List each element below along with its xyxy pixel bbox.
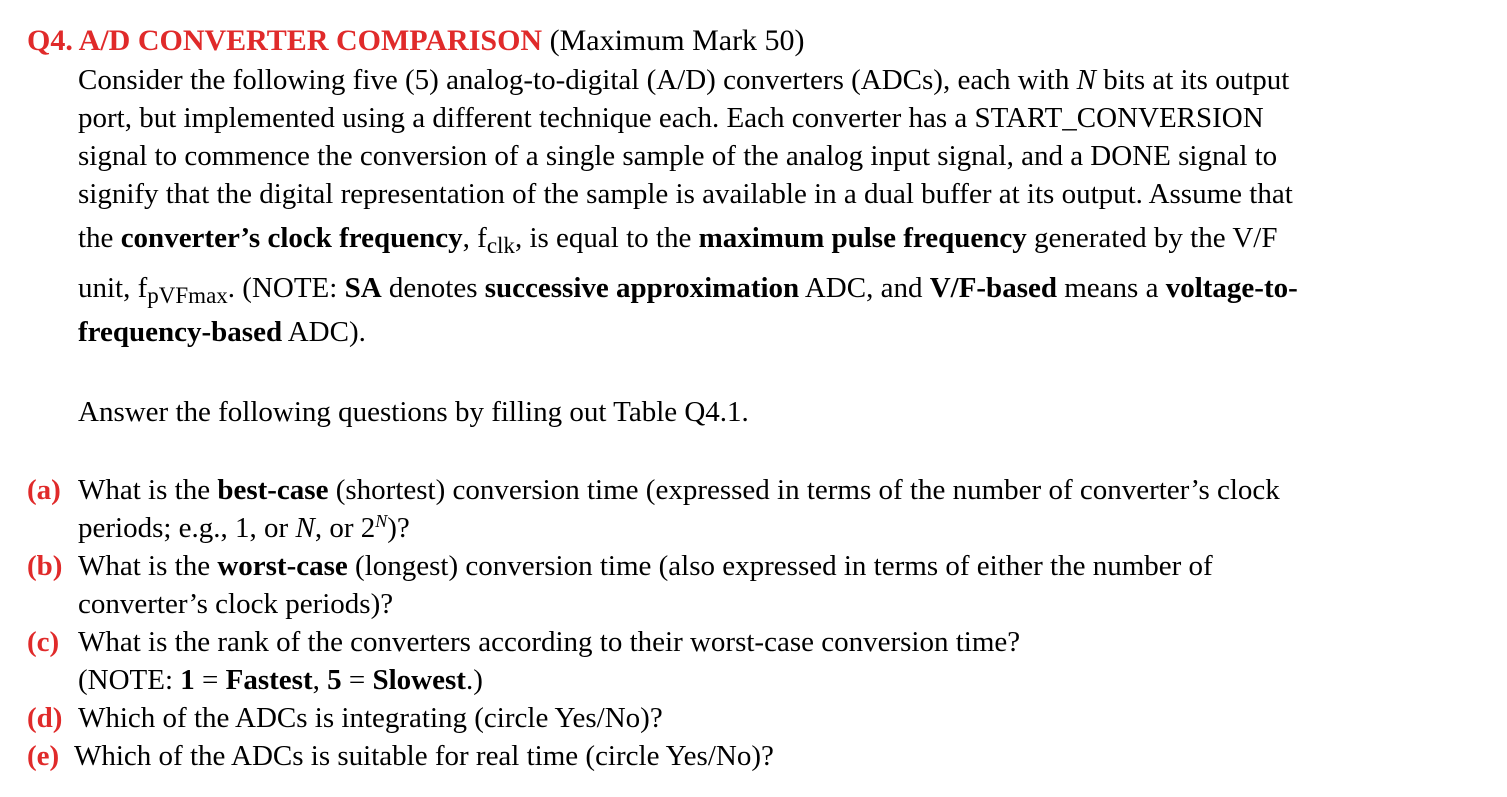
question-e: (e) Which of the ADCs is suitable for real time (circle Yes/No)?: [27, 737, 1487, 775]
answer-instruction: Answer the following questions by filling out Table Q4.1.: [78, 396, 749, 428]
intro-line-1: Consider the following five (5) analog-to-digital (A/D) converters (ADCs), each with N bits at its output: [78, 64, 1290, 96]
maximum-mark: (Maximum Mark 50): [549, 24, 805, 57]
question-label: (d): [27, 702, 63, 734]
question-label: (b): [27, 550, 63, 582]
question-a: (a) What is the best-case (shortest) conversion time (expressed in terms of the number of converter’s clock periods; e.g., 1, or N, or $2^N$)?: [27, 471, 1487, 547]
question-label: (e): [27, 740, 60, 772]
question-heading: [27, 22, 805, 60]
intro-line-3: signal to commence the conversion of a single sample of the analog input signal, and a DONE signal to: [78, 140, 1278, 172]
question-c: (c) What is the rank of the converters according to their worst-case conversion time? (NOTE: 1 = Fastest, 5 = Slowest.): [27, 623, 1487, 699]
intro-line-5: the converter’s clock frequency, $f_{clk}$, is equal to the maximum pulse frequency generated by the V/F: [78, 222, 1278, 258]
intro-line-6: unit, $f_{pVFmax}$. (NOTE: SA denotes successive approximation ADC, and V/F-based means a voltage-to-: [78, 272, 1298, 308]
intro-paragraph: [78, 61, 1483, 351]
question-d: (d) Which of the ADCs is integrating (circle Yes/No)?: [27, 699, 1487, 737]
intro-line-7: frequency-based ADC).: [78, 316, 366, 348]
question-b: (b) What is the worst-case (longest) conversion time (also expressed in terms of either the number of converter’s clock periods)?: [27, 547, 1487, 623]
question-title: Q4. A/D CONVERTER COMPARISON: [27, 24, 543, 57]
question-label: (c): [27, 626, 60, 658]
question-list: [27, 471, 1487, 775]
question-label: (a): [27, 474, 61, 506]
intro-line-2: port, but implemented using a different technique each. Each converter has a START_CONVERSION: [78, 102, 1264, 134]
intro-line-4: signify that the digital representation of the sample is available in a dual buffer at its output. Assume that: [78, 178, 1293, 210]
